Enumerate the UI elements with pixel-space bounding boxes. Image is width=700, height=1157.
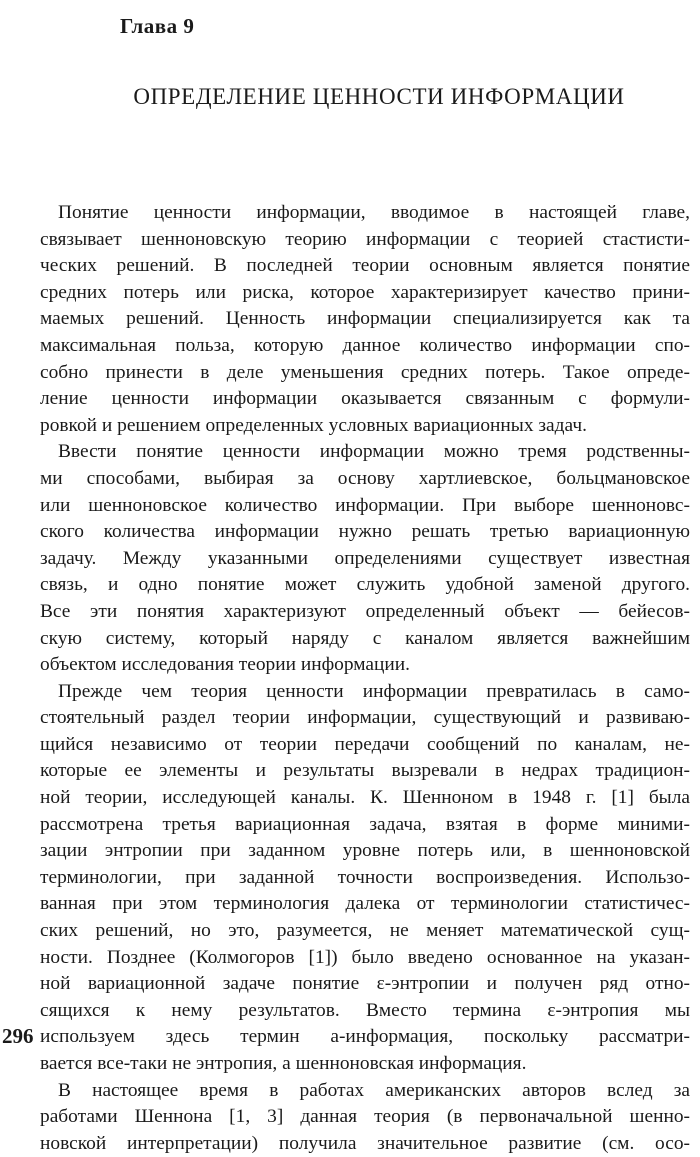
text-line: сящихся к нему результатов. Вместо термина ε-энтропия мы (40, 999, 690, 1021)
text-line: рассмотрена третья вариационная задача, взятая в форме миними- (40, 813, 690, 835)
text-line: Ввести понятие ценности информации можно тремя родственны- (58, 441, 690, 463)
text-line: ной теории, исследующей каналы. К. Шенноном в 1948 г. [1] была (40, 787, 690, 809)
chapter-title: ОПРЕДЕЛЕНИЕ ЦЕННОСТИ ИНФОРМАЦИИ (133, 84, 625, 109)
text-line: стоятельный раздел теории информации, существующий и развиваю- (40, 707, 690, 729)
text-line: или шенноновское количество информации. При выборе шенноновс- (40, 494, 690, 516)
text-line: максимальная польза, которую данное количество информации спо- (40, 334, 690, 356)
text-line: которые ее элементы и результаты вызревали в недрах традицион- (40, 760, 690, 782)
text-line: ских решений, но это, разумеется, не меняет математической сущ- (40, 920, 690, 942)
text-line: Понятие ценности информации, вводимое в настоящей главе, (58, 202, 690, 223)
text-line: работами Шеннона [1, 3] данная теория (в первоначальной шенно- (40, 1106, 690, 1128)
text-line: объектом исследования теории информации. (40, 654, 410, 676)
text-line: ского количества информации нужно решать третью вариационную (40, 521, 690, 543)
text-line: задачу. Между указанными определениями существует известная (40, 547, 690, 569)
text-line: вается все-таки не энтропия, а шенноновская информация. (40, 1053, 527, 1074)
text-line: скую систему, который наряду с каналом является важнейшим (40, 627, 690, 649)
text-line: ности. Позднее (Колмогоров [1]) было введено основанное на указан- (40, 946, 690, 968)
text-line: используем здесь термин a-информация, поскольку рассматри- (40, 1026, 690, 1048)
text-line: новской интерпретации) получила значительное развитие (см. осо- (40, 1132, 690, 1154)
text-line: ление ценности информации оказывается связанным с формули- (40, 388, 690, 410)
text-line: ческих решений. В последней теории основным является понятие (40, 255, 690, 277)
text-line: ной вариационной задаче понятие ε-энтропии и получен ряд отно- (40, 973, 690, 995)
chapter-label: Глава 9 (120, 14, 195, 38)
text-line: собно принести в деле уменьшения средних потерь. Такое опреде- (40, 361, 690, 383)
body-text (40, 200, 690, 1157)
text-line: терминологии, при заданной точности воспроизведения. Использо- (40, 866, 690, 888)
text-line: щийся независимо от теории передачи сообщений по каналам, не- (40, 733, 690, 755)
text-line: ровкой и решением определенных условных вариационных задач. (40, 414, 587, 436)
text-line: связь, и одно понятие может служить удобной заменой другого. (40, 574, 690, 596)
text-line: Все эти понятия характеризуют определенный объект — бейесов- (40, 600, 690, 622)
text-line: В настоящее время в работах американских авторов вслед за (58, 1079, 690, 1101)
text-line: связывает шенноновскую теорию информации с теорией стастисти- (40, 228, 690, 250)
text-line: маемых решений. Ценность информации специализируется как та (40, 308, 690, 330)
text-line: средних потерь или риска, которое характеризирует качество прини- (40, 281, 690, 303)
text-line: ми способами, выбирая за основу хартлиевское, больцмановское (40, 467, 690, 489)
page-number: 296 (2, 1024, 34, 1048)
text-line: ванная при этом терминология далека от терминологии статистичес- (40, 893, 690, 915)
text-line: зации энтропии при заданном уровне потерь или, в шенноновской (40, 840, 690, 862)
text-line: Прежде чем теория ценности информации превратилась в само- (58, 680, 690, 702)
